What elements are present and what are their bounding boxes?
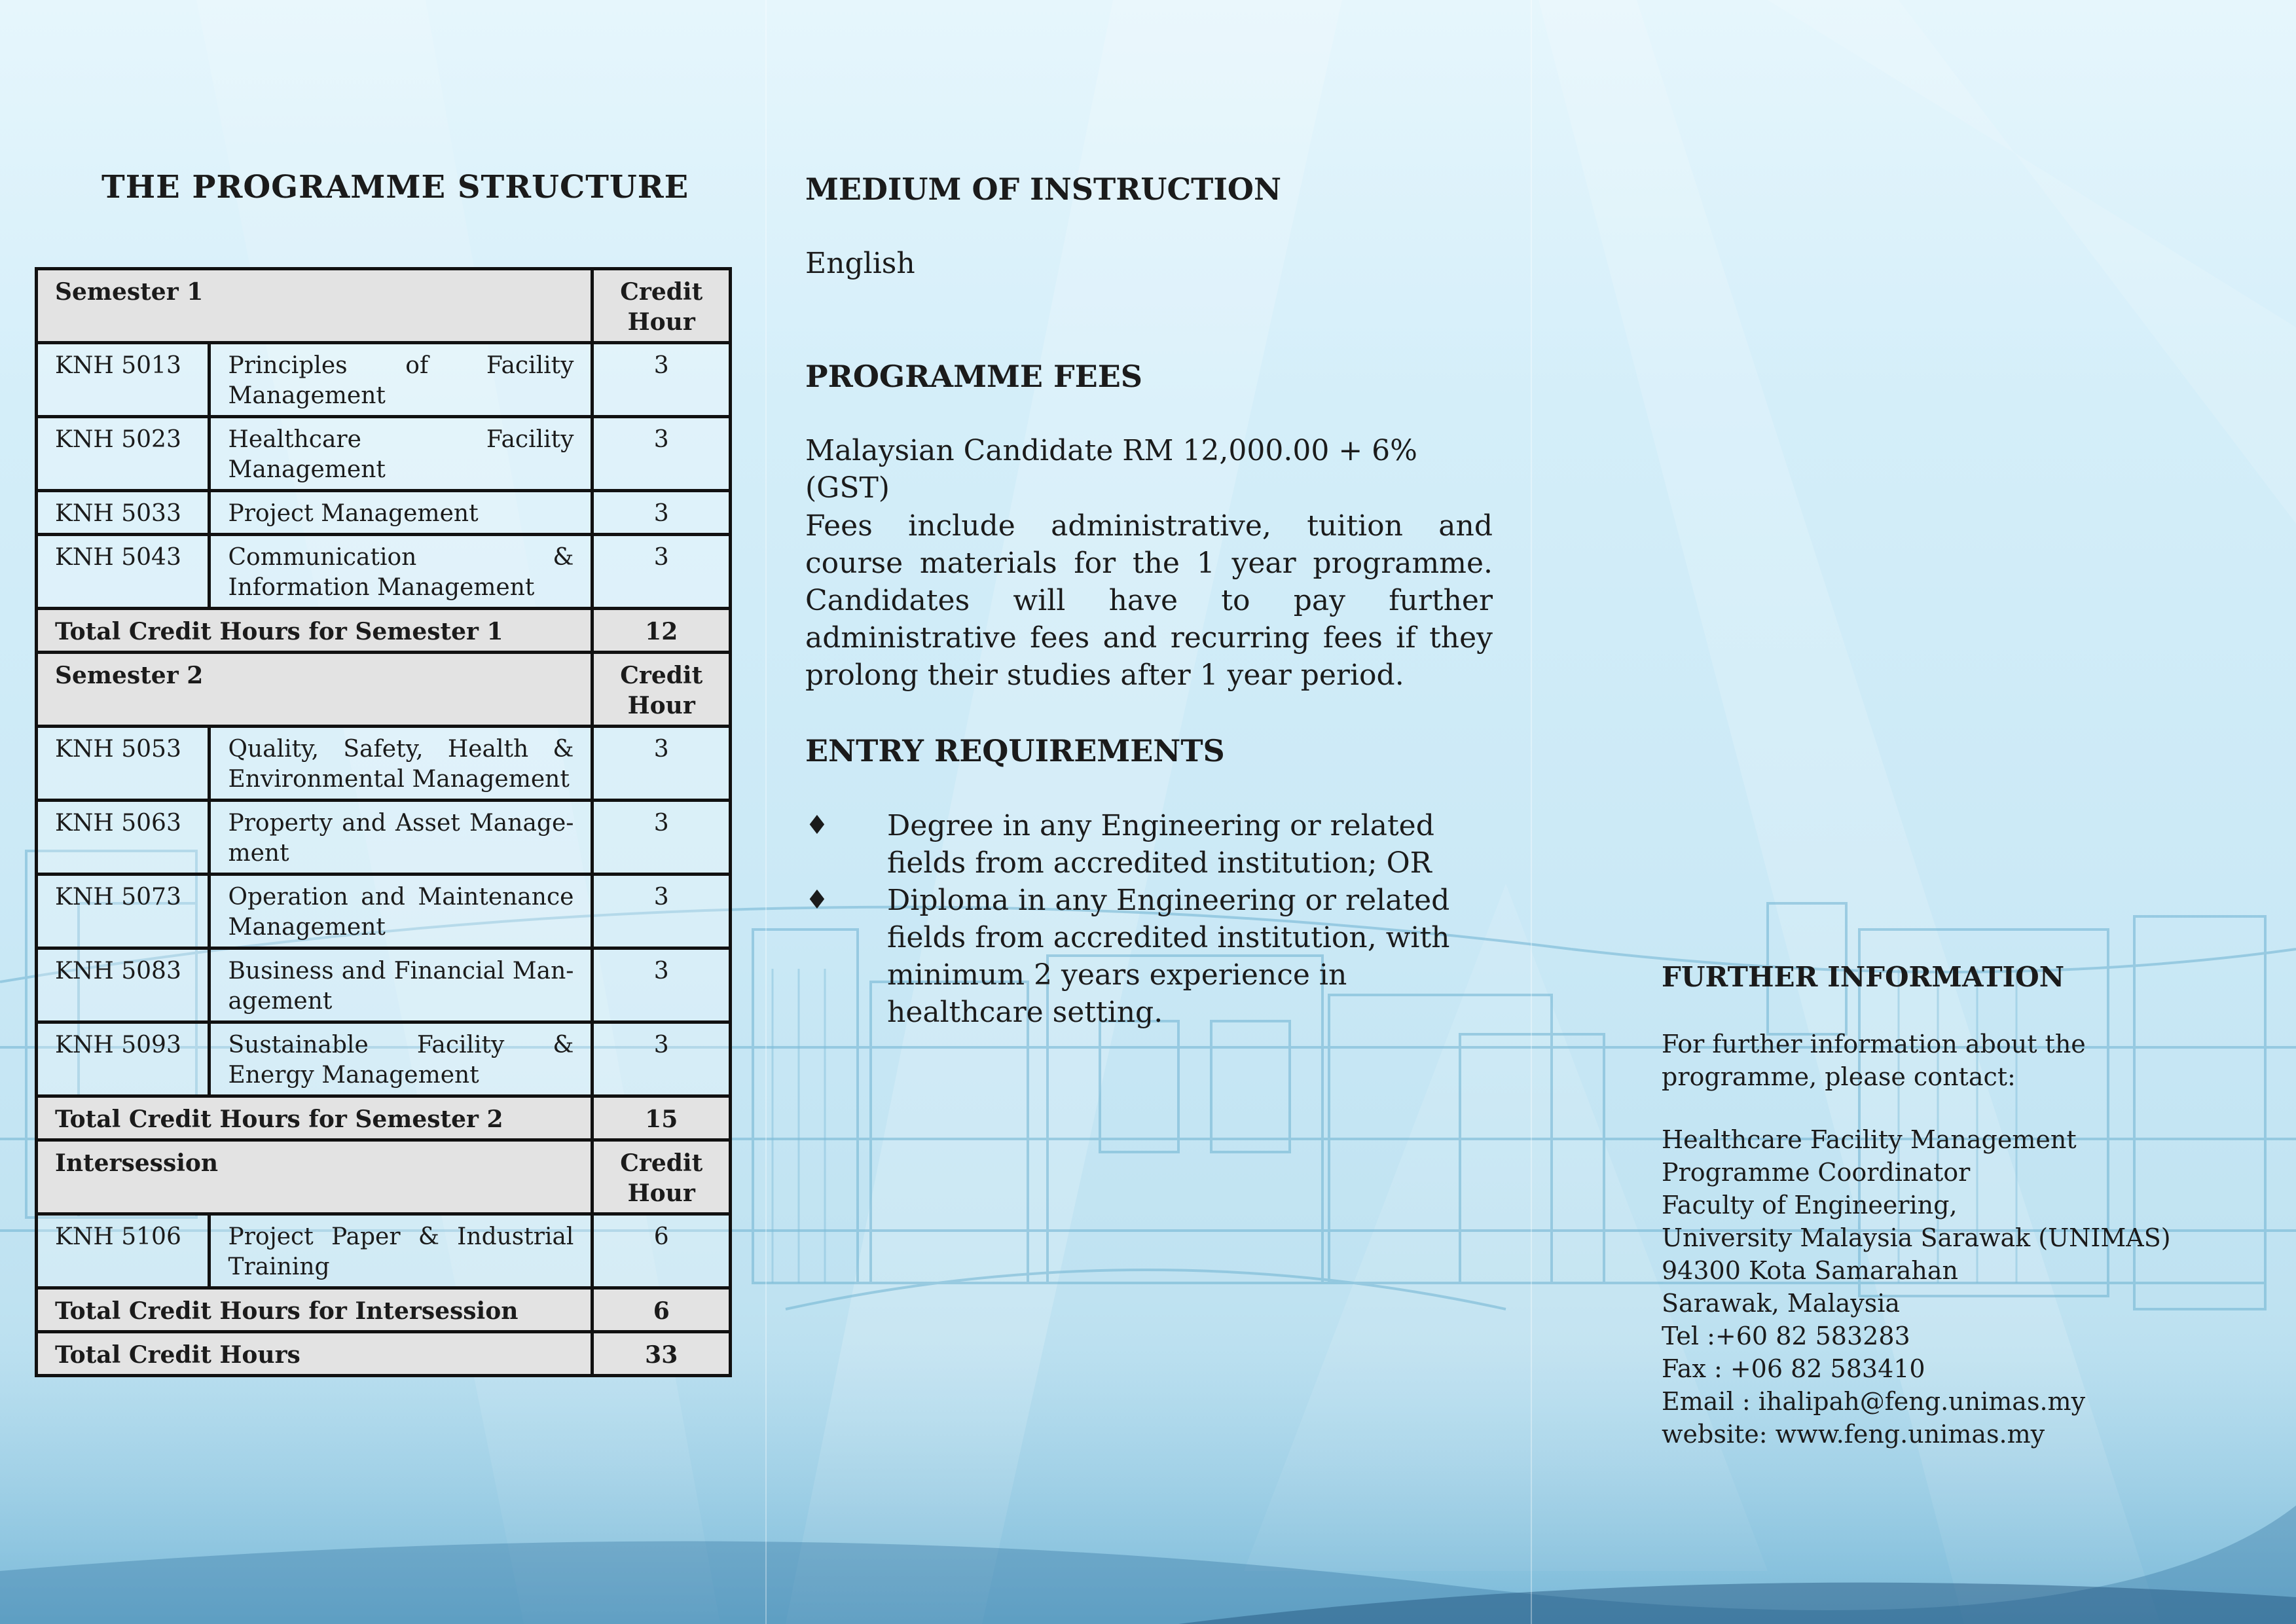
- course-title: Project Management: [210, 491, 592, 535]
- table-row: [37, 417, 731, 491]
- total-value: 15: [592, 1096, 731, 1140]
- credit-hour-header: Credit Hour: [592, 269, 731, 343]
- table-row: [37, 801, 731, 875]
- programme-structure-table: [35, 267, 732, 1377]
- course-title: Property and Asset Manage-ment: [210, 801, 592, 875]
- total-value: 12: [592, 609, 731, 653]
- intersession-header-row: [37, 1140, 731, 1214]
- further-information-intro: [1662, 1028, 2251, 1093]
- course-title: Sustainable Facility & Energy Management: [210, 1022, 592, 1096]
- total-label: Total Credit Hours for Intersession: [37, 1288, 592, 1332]
- course-credit: 3: [592, 801, 731, 875]
- semester-2-total-row: [37, 1096, 731, 1140]
- semester-2-label: Semester 2: [37, 653, 592, 727]
- course-title: Project Paper & Industrial Training: [210, 1214, 592, 1288]
- total-label: Total Credit Hours for Semester 1: [37, 609, 592, 653]
- course-credit: 3: [592, 727, 731, 801]
- course-code: KNH 5043: [37, 535, 210, 609]
- contact-email: Email : ihalipah@feng.unimas.my: [1662, 1387, 2086, 1416]
- semester-1-header-row: [37, 269, 731, 343]
- panel-fold-2: [1531, 0, 1532, 1624]
- further-information-heading: FURTHER INFORMATION: [1662, 961, 2065, 993]
- course-credit: 3: [592, 417, 731, 491]
- table-row: [37, 727, 731, 801]
- course-code: KNH 5023: [37, 417, 210, 491]
- contact-line: University Malaysia Sarawak (UNIMAS): [1662, 1223, 2171, 1252]
- contact-phone: Tel :+60 82 583283: [1662, 1322, 1910, 1350]
- course-credit: 3: [592, 875, 731, 948]
- entry-requirements-list: [805, 807, 1493, 1031]
- panel-fold-1: [765, 0, 767, 1624]
- contact-website: website: www.feng.unimas.my: [1662, 1420, 2045, 1449]
- table-row: [37, 948, 731, 1022]
- entry-requirements-heading: ENTRY REQUIREMENTS: [805, 733, 1225, 768]
- requirement-text: Degree in any Engineering or related fields from accredited institution; OR: [887, 809, 1434, 880]
- grand-total-row: [37, 1332, 731, 1376]
- contact-line: Programme Coordinator: [1662, 1158, 1971, 1187]
- table-row: [37, 1214, 731, 1288]
- table-row: [37, 1022, 731, 1096]
- credit-hour-header: Credit Hour: [592, 653, 731, 727]
- diamond-bullet-icon: ♦: [805, 810, 829, 840]
- fees-amount: Malaysian Candidate RM 12,000.00 + 6% (GST): [805, 434, 1417, 505]
- table-row: [37, 535, 731, 609]
- table-row: [37, 491, 731, 535]
- course-credit: 3: [592, 1022, 731, 1096]
- credit-hour-header: Credit Hour: [592, 1140, 731, 1214]
- semester-1-label: Semester 1: [37, 269, 592, 343]
- contact-line: Healthcare Facility Management: [1662, 1125, 2077, 1154]
- course-credit: 3: [592, 491, 731, 535]
- semester-1-total-row: [37, 609, 731, 653]
- fees-paragraph: Fees include administrative, tuition and course materials for the 1 year programme. Candidates will have to pay further administrative fees and recurring fees if they prolong their studies after 1 year period.: [805, 509, 1493, 692]
- contact-details: [1662, 1123, 2171, 1451]
- course-code: KNH 5033: [37, 491, 210, 535]
- contact-line: Sarawak, Malaysia: [1662, 1289, 1901, 1318]
- diamond-bullet-icon: ♦: [805, 885, 829, 915]
- intro-line: For further information about the: [1662, 1030, 2086, 1058]
- requirement-text: Diploma in any Engineering or related fields from accredited institution, with minimum 2 years experience in healthcare setting.: [887, 884, 1450, 1029]
- medium-of-instruction-heading: MEDIUM OF INSTRUCTION: [805, 171, 1282, 207]
- programme-structure-title: THE PROGRAMME STRUCTURE: [101, 169, 689, 206]
- course-code: KNH 5073: [37, 875, 210, 948]
- contact-line: 94300 Kota Samarahan: [1662, 1256, 1959, 1285]
- course-credit: 3: [592, 535, 731, 609]
- table-row: [37, 343, 731, 417]
- course-code: KNH 5013: [37, 343, 210, 417]
- course-code: KNH 5053: [37, 727, 210, 801]
- course-code: KNH 5106: [37, 1214, 210, 1288]
- intro-line: programme, please contact:: [1662, 1062, 2016, 1091]
- semester-2-header-row: [37, 653, 731, 727]
- table-row: [37, 875, 731, 948]
- contact-fax: Fax : +06 82 583410: [1662, 1354, 1925, 1383]
- course-code: KNH 5093: [37, 1022, 210, 1096]
- course-credit: 3: [592, 948, 731, 1022]
- course-credit: 6: [592, 1214, 731, 1288]
- course-title: Business and Financial Man-agement: [210, 948, 592, 1022]
- course-title: Communication & Information Management: [210, 535, 592, 609]
- course-credit: 3: [592, 343, 731, 417]
- course-title: Quality, Safety, Health & Environmental Management: [210, 727, 592, 801]
- total-value: 6: [592, 1288, 731, 1332]
- intersession-total-row: [37, 1288, 731, 1332]
- total-label: Total Credit Hours for Semester 2: [37, 1096, 592, 1140]
- intersession-label: Intersession: [37, 1140, 592, 1214]
- course-code: KNH 5063: [37, 801, 210, 875]
- list-item: [805, 807, 1493, 882]
- contact-line: Faculty of Engineering,: [1662, 1191, 1958, 1219]
- course-code: KNH 5083: [37, 948, 210, 1022]
- course-title: Operation and Maintenance Management: [210, 875, 592, 948]
- course-title: Principles of Facility Management: [210, 343, 592, 417]
- grand-total-label: Total Credit Hours: [37, 1332, 592, 1376]
- grand-total-value: 33: [592, 1332, 731, 1376]
- medium-of-instruction-value: English: [805, 247, 915, 280]
- course-title: Healthcare Facility Management: [210, 417, 592, 491]
- list-item: [805, 882, 1493, 1031]
- programme-fees-heading: PROGRAMME FEES: [805, 359, 1143, 394]
